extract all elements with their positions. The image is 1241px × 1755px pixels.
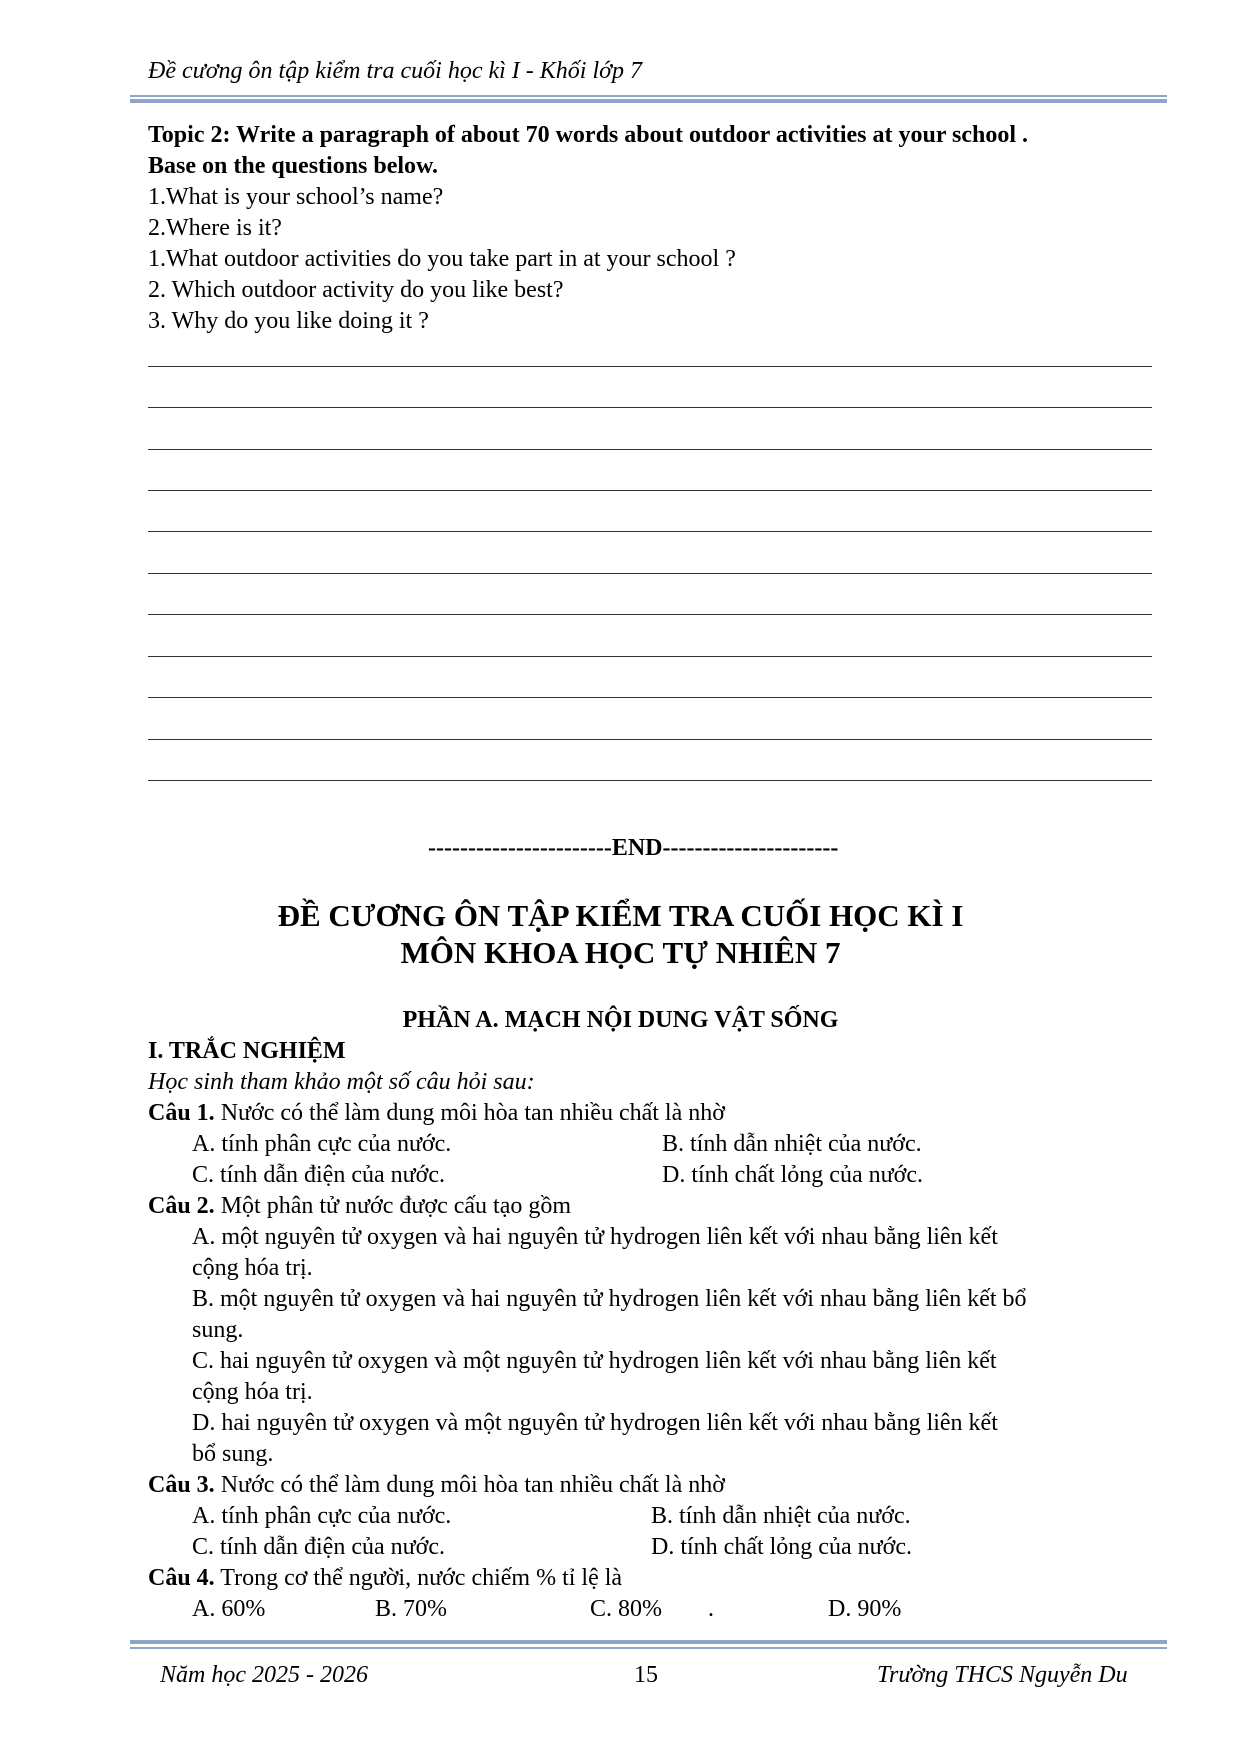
q1-option-b: B. tính dẫn nhiệt của nước.: [662, 1131, 922, 1157]
q2-option-b: B. một nguyên tử oxygen và hai nguyên tử hydrogen liên kết với nhau bằng liên kết bổ: [192, 1286, 1027, 1312]
writing-line[interactable]: [148, 366, 1152, 367]
topic-question: 3. Why do you like doing it ?: [148, 308, 429, 334]
footer-rule-thin: [130, 1647, 1167, 1649]
topic-question: 1.What outdoor activities do you take part in at your school ?: [148, 246, 736, 272]
topic-title-line2: Base on the questions below.: [148, 153, 439, 179]
q2-option-b-cont: sung.: [192, 1317, 244, 1343]
header-rule-thin: [130, 95, 1167, 97]
q3-option-c: C. tính dẫn điện của nước.: [192, 1534, 445, 1560]
q1-option-a: A. tính phân cực của nước.: [192, 1131, 452, 1157]
q4-option-a: A. 60%: [192, 1596, 266, 1622]
question-label: Câu 3.: [148, 1472, 215, 1498]
topic-title-line1: Topic 2: Write a paragraph of about 70 words about outdoor activities at your school .: [148, 122, 1029, 148]
footer-rule-thick: [130, 1640, 1167, 1644]
writing-line[interactable]: [148, 656, 1152, 657]
q2-option-a: A. một nguyên tử oxygen và hai nguyên tử hydrogen liên kết với nhau bằng liên kết: [192, 1224, 998, 1250]
question-text: Nước có thể làm dung môi hòa tan nhiều chất là nhờ: [214, 1472, 725, 1498]
page-number: 15: [634, 1662, 658, 1688]
writing-line[interactable]: [148, 780, 1152, 781]
q4-option-d: D. 90%: [828, 1596, 902, 1622]
q4-option-b: B. 70%: [375, 1596, 447, 1622]
page-header-title: Đề cương ôn tập kiểm tra cuối học kì I - Khối lớp 7: [148, 58, 642, 84]
topic-question: 1.What is your school’s name?: [148, 184, 444, 210]
outline-title-line1: ĐỀ CƯƠNG ÔN TẬP KIỂM TRA CUỐI HỌC KÌ I: [277, 898, 964, 933]
section-title: I. TRẮC NGHIỆM: [148, 1038, 346, 1064]
section-intro: Học sinh tham khảo một số câu hỏi sau:: [148, 1069, 535, 1095]
question-2: [148, 1191, 571, 1222]
question-text: Nước có thể làm dung môi hòa tan nhiều chất là nhờ: [214, 1100, 725, 1126]
q1-option-d: D. tính chất lỏng của nước.: [662, 1162, 923, 1188]
outline-title-line2: MÔN KHOA HỌC TỰ NHIÊN 7: [400, 935, 841, 970]
question-label: Câu 1.: [148, 1100, 215, 1126]
q2-option-a-cont: cộng hóa trị.: [192, 1255, 313, 1281]
q2-option-d: D. hai nguyên tử oxygen và một nguyên tử hydrogen liên kết với nhau bằng liên kết: [192, 1410, 998, 1436]
q1-option-c: C. tính dẫn điện của nước.: [192, 1162, 445, 1188]
question-label: Câu 2.: [148, 1193, 215, 1219]
writing-line[interactable]: [148, 573, 1152, 574]
question-text: Trong cơ thể người, nước chiếm % tỉ lệ là: [214, 1565, 623, 1591]
header-rule-thick: [130, 99, 1167, 103]
q3-option-b: B. tính dẫn nhiệt của nước.: [651, 1503, 911, 1529]
end-marker: -----------------------END----------------------: [428, 835, 839, 861]
writing-line[interactable]: [148, 614, 1152, 615]
question-1: [148, 1098, 725, 1129]
q2-option-c: C. hai nguyên tử oxygen và một nguyên tử hydrogen liên kết với nhau bằng liên kết: [192, 1348, 997, 1374]
part-title: PHẦN A. MẠCH NỘI DUNG VẬT SỐNG: [402, 1007, 839, 1033]
q3-option-a: A. tính phân cực của nước.: [192, 1503, 452, 1529]
question-label: Câu 4.: [148, 1565, 215, 1591]
writing-line[interactable]: [148, 697, 1152, 698]
writing-line[interactable]: [148, 407, 1152, 408]
question-text: Một phân tử nước được cấu tạo gồm: [214, 1193, 572, 1219]
writing-line[interactable]: [148, 490, 1152, 491]
topic-question: 2.Where is it?: [148, 215, 282, 241]
writing-line[interactable]: [148, 531, 1152, 532]
question-3: [148, 1470, 725, 1501]
q4-option-c: C. 80%: [590, 1596, 662, 1622]
footer-school-year: Năm học 2025 - 2026: [160, 1662, 368, 1688]
q2-option-d-cont: bổ sung.: [192, 1441, 274, 1467]
footer-school-name: Trường THCS Nguyễn Du: [877, 1662, 1128, 1688]
q4-stray-dot: .: [708, 1596, 714, 1622]
q2-option-c-cont: cộng hóa trị.: [192, 1379, 313, 1405]
question-4: [148, 1563, 622, 1594]
q3-option-d: D. tính chất lỏng của nước.: [651, 1534, 912, 1560]
writing-line[interactable]: [148, 739, 1152, 740]
writing-line[interactable]: [148, 449, 1152, 450]
topic-question: 2. Which outdoor activity do you like best?: [148, 277, 564, 303]
